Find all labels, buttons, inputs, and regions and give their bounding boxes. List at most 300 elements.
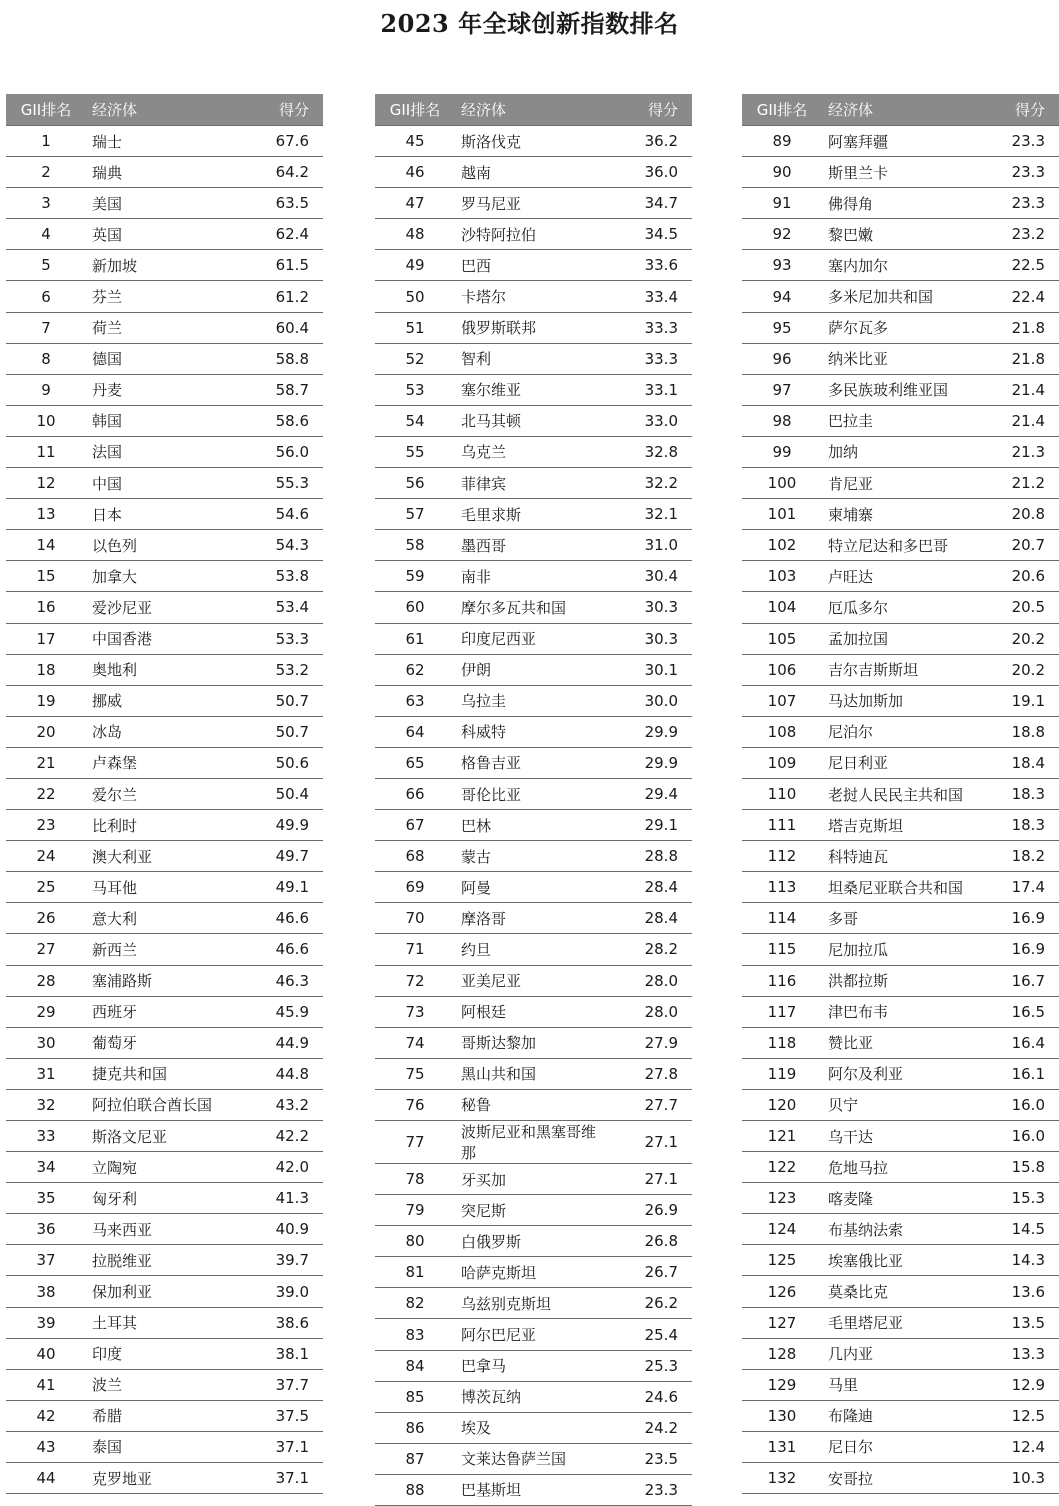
rank-cell: 65 (375, 747, 455, 778)
table-row (375, 1257, 692, 1288)
score-cell: 29.9 (608, 716, 692, 747)
rank-cell: 20 (6, 716, 86, 747)
score-cell: 24.2 (608, 1412, 692, 1443)
table-row (6, 1245, 323, 1276)
economy-cell: 挪威 (86, 685, 239, 716)
table-row (375, 188, 692, 219)
rank-cell: 76 (375, 1089, 455, 1120)
rank-cell: 42 (6, 1400, 86, 1431)
rank-cell: 119 (742, 1058, 822, 1089)
rank-cell: 59 (375, 561, 455, 592)
economy-cell: 韩国 (86, 405, 239, 436)
economy-cell: 新加坡 (86, 250, 239, 281)
score-cell: 28.4 (608, 872, 692, 903)
economy-cell: 阿尔巴尼亚 (455, 1319, 608, 1350)
score-cell: 15.3 (975, 1183, 1059, 1214)
table-row (6, 343, 323, 374)
table-row (742, 157, 1059, 188)
economy-cell: 尼加拉瓜 (822, 934, 975, 965)
rank-cell: 94 (742, 281, 822, 312)
table-row (742, 685, 1059, 716)
score-cell: 28.0 (608, 996, 692, 1027)
table-row (375, 157, 692, 188)
score-cell: 21.8 (975, 343, 1059, 374)
table-row (742, 1183, 1059, 1214)
rank-cell: 91 (742, 188, 822, 219)
economy-cell: 卢森堡 (86, 747, 239, 778)
score-cell: 18.3 (975, 810, 1059, 841)
score-cell: 23.3 (975, 126, 1059, 157)
table-row (742, 965, 1059, 996)
score-cell: 27.9 (608, 1027, 692, 1058)
table-row (6, 623, 323, 654)
rank-cell: 15 (6, 561, 86, 592)
score-cell: 50.4 (239, 778, 323, 809)
economy-cell: 新西兰 (86, 934, 239, 965)
score-cell: 41.3 (239, 1183, 323, 1214)
rank-cell: 64 (375, 716, 455, 747)
score-cell: 29.9 (608, 747, 692, 778)
score-cell: 16.1 (975, 1058, 1059, 1089)
economy-cell: 西班牙 (86, 996, 239, 1027)
table-row (375, 903, 692, 934)
economy-cell: 荷兰 (86, 312, 239, 343)
economy-cell: 澳大利亚 (86, 841, 239, 872)
economy-cell: 爱沙尼亚 (86, 592, 239, 623)
economy-cell: 以色列 (86, 530, 239, 561)
rank-cell: 129 (742, 1369, 822, 1400)
rank-cell: 62 (375, 654, 455, 685)
rank-cell: 83 (375, 1319, 455, 1350)
table-row (375, 468, 692, 499)
table-row (742, 1058, 1059, 1089)
economy-cell: 黎巴嫩 (822, 219, 975, 250)
score-cell: 27.1 (608, 1164, 692, 1195)
economy-cell: 柬埔寨 (822, 499, 975, 530)
table-row (6, 1183, 323, 1214)
economy-cell: 乌克兰 (455, 436, 608, 467)
economy-cell: 比利时 (86, 810, 239, 841)
header-rank: GII排名 (6, 94, 86, 126)
table-row (375, 1164, 692, 1195)
economy-cell: 美国 (86, 188, 239, 219)
score-cell: 32.1 (608, 499, 692, 530)
economy-cell: 蒙古 (455, 841, 608, 872)
economy-cell: 加纳 (822, 436, 975, 467)
economy-cell: 日本 (86, 499, 239, 530)
score-cell: 23.3 (975, 188, 1059, 219)
score-cell: 63.5 (239, 188, 323, 219)
rank-cell: 50 (375, 281, 455, 312)
table-row (742, 623, 1059, 654)
score-cell: 53.2 (239, 654, 323, 685)
economy-cell: 印度 (86, 1338, 239, 1369)
rank-cell: 67 (375, 810, 455, 841)
table-row (6, 1058, 323, 1089)
economy-cell: 冰岛 (86, 716, 239, 747)
table-row (6, 188, 323, 219)
rank-cell: 86 (375, 1412, 455, 1443)
score-cell: 37.5 (239, 1400, 323, 1431)
score-cell: 58.6 (239, 405, 323, 436)
table-row (742, 1152, 1059, 1183)
table-header (6, 94, 323, 126)
economy-cell: 菲律宾 (455, 468, 608, 499)
score-cell: 23.3 (608, 1474, 692, 1505)
economy-cell: 赞比亚 (822, 1027, 975, 1058)
table-row (6, 685, 323, 716)
score-cell: 24.6 (608, 1381, 692, 1412)
economy-cell: 法国 (86, 436, 239, 467)
rank-cell: 58 (375, 530, 455, 561)
score-cell: 39.0 (239, 1276, 323, 1307)
rank-cell: 57 (375, 499, 455, 530)
table-row (6, 281, 323, 312)
table-row (375, 810, 692, 841)
score-cell: 12.5 (975, 1400, 1059, 1431)
table-row (375, 405, 692, 436)
table-row (6, 126, 323, 157)
score-cell: 54.3 (239, 530, 323, 561)
score-cell: 44.9 (239, 1027, 323, 1058)
score-cell: 46.6 (239, 934, 323, 965)
table-row (375, 219, 692, 250)
economy-cell: 阿曼 (455, 872, 608, 903)
economy-cell: 科特迪瓦 (822, 841, 975, 872)
rank-cell: 75 (375, 1058, 455, 1089)
economy-cell: 布隆迪 (822, 1400, 975, 1431)
score-cell: 16.5 (975, 996, 1059, 1027)
table-row (375, 250, 692, 281)
rank-cell: 27 (6, 934, 86, 965)
table-row (742, 561, 1059, 592)
rank-cell: 31 (6, 1058, 86, 1089)
table-row (742, 219, 1059, 250)
economy-cell: 墨西哥 (455, 530, 608, 561)
table-row (742, 841, 1059, 872)
economy-cell: 阿尔及利亚 (822, 1058, 975, 1089)
economy-cell: 巴林 (455, 810, 608, 841)
rank-cell: 98 (742, 405, 822, 436)
rank-cell: 114 (742, 903, 822, 934)
score-cell: 27.7 (608, 1089, 692, 1120)
score-cell: 25.4 (608, 1319, 692, 1350)
score-cell: 16.0 (975, 1121, 1059, 1152)
table-row (375, 1089, 692, 1120)
table-row (742, 747, 1059, 778)
economy-cell: 沙特阿拉伯 (455, 219, 608, 250)
table-row (6, 530, 323, 561)
header-economy: 经济体 (455, 94, 608, 126)
score-cell: 39.7 (239, 1245, 323, 1276)
table-row (6, 1027, 323, 1058)
table-row (375, 1288, 692, 1319)
economy-cell: 尼日尔 (822, 1431, 975, 1462)
score-cell: 25.3 (608, 1350, 692, 1381)
rank-cell: 41 (6, 1369, 86, 1400)
score-cell: 34.7 (608, 188, 692, 219)
score-cell: 32.2 (608, 468, 692, 499)
table-row (375, 1058, 692, 1089)
table-row (6, 716, 323, 747)
rank-cell: 122 (742, 1152, 822, 1183)
rank-cell: 99 (742, 436, 822, 467)
economy-cell: 南非 (455, 561, 608, 592)
score-cell: 14.5 (975, 1214, 1059, 1245)
table-row (375, 1121, 692, 1164)
table-row (6, 468, 323, 499)
score-cell: 16.7 (975, 965, 1059, 996)
economy-cell: 塞浦路斯 (86, 965, 239, 996)
score-cell: 56.0 (239, 436, 323, 467)
rank-cell: 56 (375, 468, 455, 499)
economy-cell: 中国 (86, 468, 239, 499)
rank-cell: 127 (742, 1307, 822, 1338)
score-cell: 21.4 (975, 405, 1059, 436)
rank-cell: 19 (6, 685, 86, 716)
table-row (375, 996, 692, 1027)
rank-cell: 128 (742, 1338, 822, 1369)
economy-cell: 泰国 (86, 1431, 239, 1462)
economy-cell: 约旦 (455, 934, 608, 965)
rank-cell: 29 (6, 996, 86, 1027)
economy-cell: 肯尼亚 (822, 468, 975, 499)
score-cell: 23.5 (608, 1443, 692, 1474)
table-row (6, 374, 323, 405)
rank-cell: 49 (375, 250, 455, 281)
economy-cell: 丹麦 (86, 374, 239, 405)
economy-cell: 意大利 (86, 903, 239, 934)
score-cell: 38.1 (239, 1338, 323, 1369)
economy-cell: 牙买加 (455, 1164, 608, 1195)
economy-cell: 吉尔吉斯斯坦 (822, 654, 975, 685)
score-cell: 23.2 (975, 219, 1059, 250)
table-row (742, 499, 1059, 530)
rank-cell: 5 (6, 250, 86, 281)
rank-cell: 71 (375, 934, 455, 965)
table-row (742, 654, 1059, 685)
rank-cell: 78 (375, 1164, 455, 1195)
rank-cell: 121 (742, 1121, 822, 1152)
economy-cell: 塞内加尔 (822, 250, 975, 281)
rank-cell: 130 (742, 1400, 822, 1431)
economy-cell: 希腊 (86, 1400, 239, 1431)
table-row (375, 561, 692, 592)
score-cell: 28.4 (608, 903, 692, 934)
score-cell: 29.4 (608, 778, 692, 809)
table-row (375, 1443, 692, 1474)
score-cell: 44.8 (239, 1058, 323, 1089)
score-cell: 22.4 (975, 281, 1059, 312)
table-row (6, 1276, 323, 1307)
rank-cell: 53 (375, 374, 455, 405)
score-cell: 20.6 (975, 561, 1059, 592)
rank-cell: 36 (6, 1214, 86, 1245)
rank-cell: 39 (6, 1307, 86, 1338)
economy-cell: 罗马尼亚 (455, 188, 608, 219)
score-cell: 28.8 (608, 841, 692, 872)
rank-cell: 90 (742, 157, 822, 188)
table-row (742, 716, 1059, 747)
table-row (6, 1121, 323, 1152)
table-row (6, 1214, 323, 1245)
economy-cell: 乌拉圭 (455, 685, 608, 716)
rank-cell: 18 (6, 654, 86, 685)
rank-cell: 73 (375, 996, 455, 1027)
rank-cell: 103 (742, 561, 822, 592)
table-row (375, 1350, 692, 1381)
rank-cell: 45 (375, 126, 455, 157)
economy-cell: 伊朗 (455, 654, 608, 685)
score-cell: 27.1 (608, 1121, 692, 1164)
economy-cell: 巴西 (455, 250, 608, 281)
economy-cell: 特立尼达和多巴哥 (822, 530, 975, 561)
table-row (6, 810, 323, 841)
table-row (742, 343, 1059, 374)
economy-cell: 毛里塔尼亚 (822, 1307, 975, 1338)
table-row (6, 747, 323, 778)
score-cell: 46.6 (239, 903, 323, 934)
economy-cell: 马来西亚 (86, 1214, 239, 1245)
economy-cell: 博茨瓦纳 (455, 1381, 608, 1412)
economy-cell: 白俄罗斯 (455, 1226, 608, 1257)
score-cell: 53.4 (239, 592, 323, 623)
table-row (742, 1245, 1059, 1276)
economy-cell: 俄罗斯联邦 (455, 312, 608, 343)
economy-cell: 匈牙利 (86, 1183, 239, 1214)
table-row (375, 343, 692, 374)
table-header (742, 94, 1059, 126)
rank-cell: 82 (375, 1288, 455, 1319)
economy-cell: 尼日利亚 (822, 747, 975, 778)
rank-cell: 131 (742, 1431, 822, 1462)
economy-cell: 斯洛文尼亚 (86, 1121, 239, 1152)
rank-cell: 13 (6, 499, 86, 530)
table-row (375, 374, 692, 405)
score-cell: 61.5 (239, 250, 323, 281)
rank-cell: 111 (742, 810, 822, 841)
score-cell: 42.2 (239, 1121, 323, 1152)
score-cell: 26.9 (608, 1195, 692, 1226)
table-row (6, 778, 323, 809)
score-cell: 49.7 (239, 841, 323, 872)
score-cell: 30.1 (608, 654, 692, 685)
table-row (6, 1431, 323, 1462)
rank-cell: 126 (742, 1276, 822, 1307)
rank-cell: 123 (742, 1183, 822, 1214)
table-row (375, 1474, 692, 1505)
rank-cell: 72 (375, 965, 455, 996)
score-cell: 22.5 (975, 250, 1059, 281)
economy-cell: 德国 (86, 343, 239, 374)
economy-cell: 瑞典 (86, 157, 239, 188)
economy-cell: 孟加拉国 (822, 623, 975, 654)
table-row (375, 1195, 692, 1226)
table-row (742, 1431, 1059, 1462)
economy-cell: 贝宁 (822, 1089, 975, 1120)
economy-cell: 秘鲁 (455, 1089, 608, 1120)
score-cell: 37.1 (239, 1463, 323, 1494)
rank-cell: 116 (742, 965, 822, 996)
score-cell: 28.2 (608, 934, 692, 965)
economy-cell: 多民族玻利维亚国 (822, 374, 975, 405)
rank-cell: 106 (742, 654, 822, 685)
economy-cell: 萨尔瓦多 (822, 312, 975, 343)
table-row (375, 1412, 692, 1443)
rank-cell: 118 (742, 1027, 822, 1058)
score-cell: 62.4 (239, 219, 323, 250)
rank-cell: 100 (742, 468, 822, 499)
economy-cell: 毛里求斯 (455, 499, 608, 530)
table-row (375, 623, 692, 654)
rank-cell: 12 (6, 468, 86, 499)
table-row (375, 654, 692, 685)
economy-cell: 喀麦隆 (822, 1183, 975, 1214)
table-row (375, 841, 692, 872)
table-row (742, 312, 1059, 343)
rank-cell: 93 (742, 250, 822, 281)
table-row (6, 157, 323, 188)
rank-cell: 85 (375, 1381, 455, 1412)
table-row (375, 436, 692, 467)
economy-cell: 津巴布韦 (822, 996, 975, 1027)
header-rank: GII排名 (742, 94, 822, 126)
score-cell: 16.0 (975, 1089, 1059, 1120)
rank-cell: 34 (6, 1152, 86, 1183)
score-cell: 15.8 (975, 1152, 1059, 1183)
score-cell: 18.4 (975, 747, 1059, 778)
rank-cell: 51 (375, 312, 455, 343)
economy-cell: 巴拉圭 (822, 405, 975, 436)
rank-cell: 47 (375, 188, 455, 219)
score-cell: 16.9 (975, 934, 1059, 965)
rank-cell: 9 (6, 374, 86, 405)
header-rank: GII排名 (375, 94, 455, 126)
score-cell: 20.8 (975, 499, 1059, 530)
rank-cell: 44 (6, 1463, 86, 1494)
header-score: 得分 (975, 94, 1059, 126)
economy-cell: 北马其顿 (455, 405, 608, 436)
table-row (742, 250, 1059, 281)
economy-cell: 加拿大 (86, 561, 239, 592)
table-row (742, 1400, 1059, 1431)
score-cell: 26.7 (608, 1257, 692, 1288)
table-row (742, 903, 1059, 934)
score-cell: 53.3 (239, 623, 323, 654)
rank-cell: 43 (6, 1431, 86, 1462)
rank-cell: 102 (742, 530, 822, 561)
ranking-table-1 (6, 94, 323, 1494)
economy-cell: 克罗地亚 (86, 1463, 239, 1494)
table-row (742, 374, 1059, 405)
ranking-table-3 (742, 94, 1059, 1494)
rank-cell: 63 (375, 685, 455, 716)
economy-cell: 爱尔兰 (86, 778, 239, 809)
header-economy: 经济体 (86, 94, 239, 126)
table-row (6, 934, 323, 965)
economy-cell: 越南 (455, 157, 608, 188)
economy-cell: 安哥拉 (822, 1463, 975, 1494)
rank-cell: 117 (742, 996, 822, 1027)
table-row (742, 530, 1059, 561)
rank-cell: 115 (742, 934, 822, 965)
ranking-table-2 (375, 94, 692, 1506)
rank-cell: 1 (6, 126, 86, 157)
score-cell: 27.8 (608, 1058, 692, 1089)
rank-cell: 2 (6, 157, 86, 188)
economy-cell: 埃及 (455, 1412, 608, 1443)
rank-cell: 17 (6, 623, 86, 654)
